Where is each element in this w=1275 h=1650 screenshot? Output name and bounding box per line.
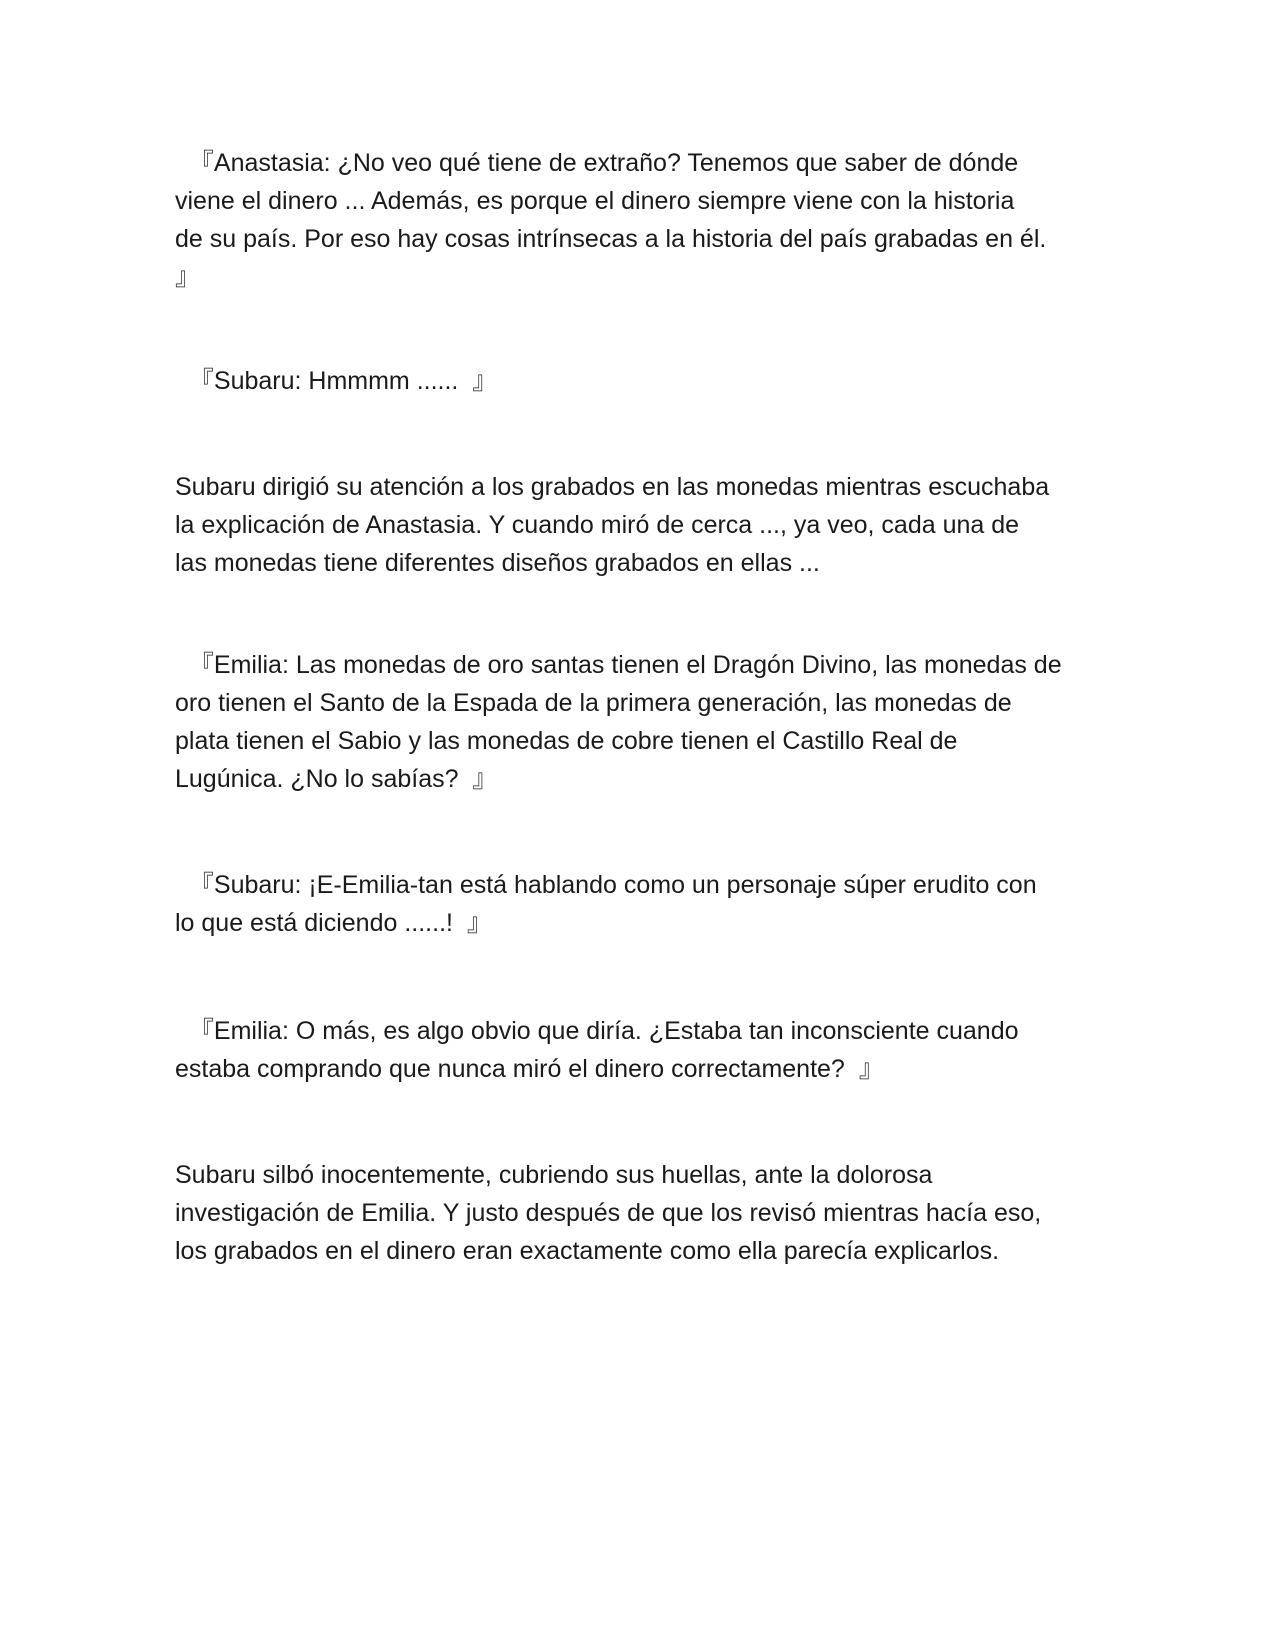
paragraph-emilia-question: 『Emilia: O más, es algo obvio que diría. ¿Estaba tan inconsciente cuando estaba comprando que nunca miró el dinero correctamente? 』 (175, 1017, 1019, 1083)
paragraph-subaru-dialogue: 『Subaru: Hmmmm ...... 』 (175, 367, 498, 395)
paragraph-subaru-exclamation: 『Subaru: ¡E-Emilia-tan está hablando como un personaje súper erudito con lo que está diciendo ......! 』 (175, 871, 1037, 937)
paragraph-anastasia-dialogue: 『Anastasia: ¿No veo qué tiene de extraño? Tenemos que saber de dónde viene el dinero ... Además, es porque el dinero siempre viene con la historia de su país. Por eso hay cosas intrínsecas a la historia del país grabadas en él. 』 (175, 149, 1047, 291)
paragraph-narration-whistle: Subaru silbó inocentemente, cubriendo sus huellas, ante la dolorosa investigación de Emilia. Y justo después de que los revisó mientras hacía eso, los grabados en el dinero eran exactamente como ella parecía explicarlos. (175, 1161, 1042, 1265)
paragraph-emilia-dialogue: 『Emilia: Las monedas de oro santas tienen el Dragón Divino, las monedas de oro tienen el Santo de la Espada de la primera generación, las monedas de plata tienen el Sabio y las monedas de cobre tienen el Castillo Real de Lugúnica. ¿No lo sabías? 』 (175, 651, 1062, 793)
paragraph-narration-coins: Subaru dirigió su atención a los grabados en las monedas mientras escuchaba la explicación de Anastasia. Y cuando miró de cerca ..., ya veo, cada una de las monedas tiene diferentes diseños grabados en ellas ... (175, 473, 1050, 577)
